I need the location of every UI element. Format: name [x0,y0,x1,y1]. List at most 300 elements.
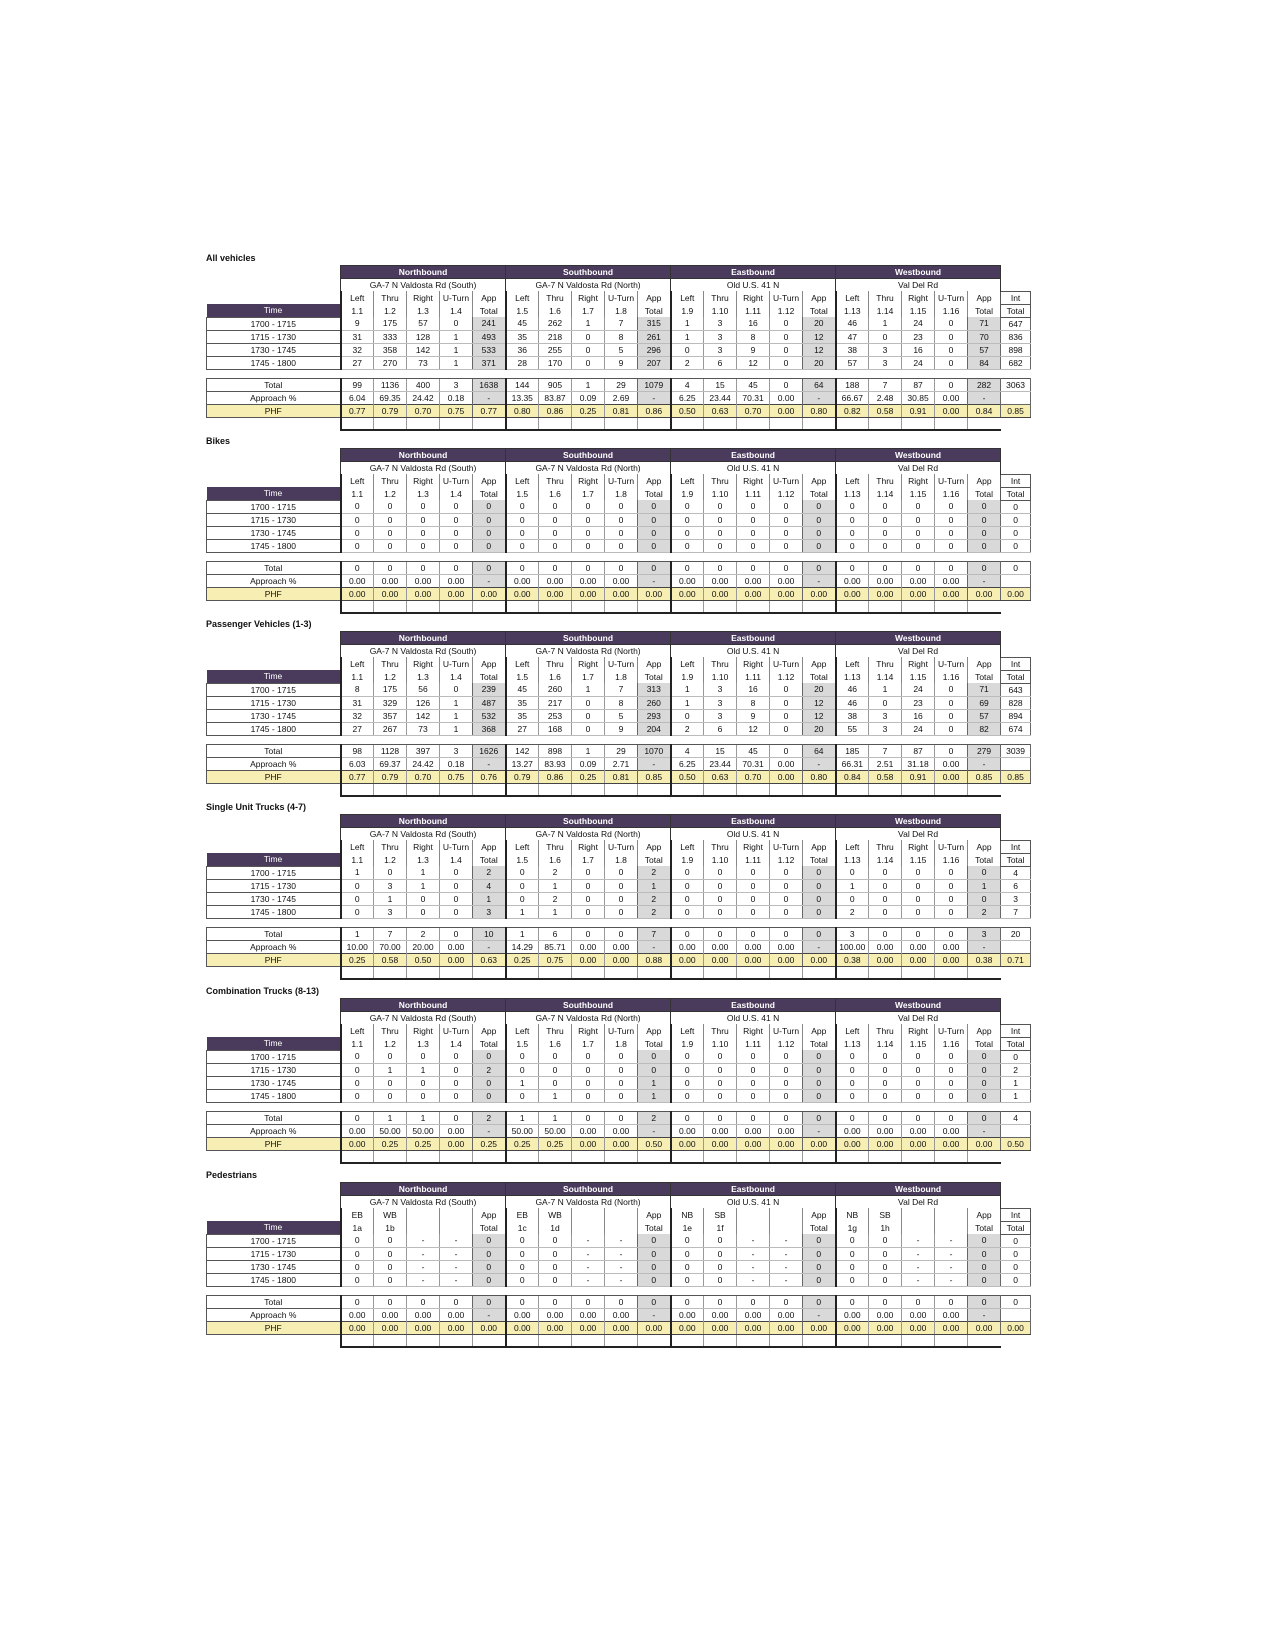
count-cell: 0 [935,696,968,709]
approach-row [207,940,1031,953]
count-cell: 99 [341,378,374,391]
blank-cell [770,1150,803,1163]
count-cell: 0 [440,927,473,940]
direction-header: Northbound [341,449,506,462]
app-total-cell: 70 [968,330,1001,343]
movement-header: Right [572,291,605,304]
blank-cell [704,1334,737,1347]
blank-cell [207,815,341,828]
blank-cell [341,966,374,979]
app-total-cell: 371 [473,356,506,369]
count-cell: 0 [836,1089,869,1102]
count-cell: 0 [770,905,803,918]
blank-cell [572,966,605,979]
app-total-cell: 0 [968,1050,1001,1063]
count-cell: 23.44 [704,391,737,404]
count-cell: 27 [341,356,374,369]
movement-header: Total [473,487,506,500]
app-total-cell: - [473,757,506,770]
count-cell: 0 [935,526,968,539]
app-total-cell: 0 [473,500,506,513]
int-total-cell: 7 [1001,905,1031,918]
blank-cell [671,1150,704,1163]
count-cell: 10.00 [341,940,374,953]
count-cell: 0.00 [704,1321,737,1334]
count-cell: 0.70 [407,404,440,417]
int-total-cell: 828 [1001,696,1031,709]
road-name: Val Del Rd [836,462,1001,475]
count-cell: - [440,1247,473,1260]
app-total-cell: 1 [638,879,671,892]
count-cell: 0 [869,1050,902,1063]
movement-header: Left [671,474,704,487]
total-row [207,1111,1031,1124]
count-cell: - [770,1234,803,1247]
count-cell: 0 [671,1295,704,1308]
count-cell: - [407,1260,440,1273]
count-cell: 4 [671,378,704,391]
count-cell: 0.00 [836,574,869,587]
count-cell: 0 [506,1063,539,1076]
blank-cell [207,783,341,796]
direction-row [207,632,1031,645]
spacer-row [207,735,1031,744]
app-total-cell: 0 [803,539,836,552]
movement-header: 1.16 [935,670,968,683]
movement-header: Right [572,1024,605,1037]
count-cell: 0 [440,500,473,513]
count-cell: 1 [572,744,605,757]
count-cell: 0.00 [836,1321,869,1334]
count-cell: 83.87 [539,391,572,404]
blank-cell [869,417,902,430]
app-total-cell: 0.38 [968,953,1001,966]
count-cell: 1 [407,1063,440,1076]
movement-header-row [207,657,1031,670]
blank-cell [506,600,539,613]
count-cell: 0.80 [506,404,539,417]
count-cell: - [737,1273,770,1286]
blank-cell [207,266,341,279]
blank-cell [836,1150,869,1163]
count-cell: 0 [440,892,473,905]
count-cell: 0 [440,879,473,892]
count-cell: 0 [407,513,440,526]
app-total-cell: 239 [473,683,506,696]
count-cell: 0 [770,539,803,552]
count-cell: 1 [407,879,440,892]
movement-header: App [803,840,836,853]
count-cell: 7 [869,378,902,391]
app-total-cell: 1 [968,879,1001,892]
count-cell: 218 [539,330,572,343]
count-cell: 0.00 [737,1321,770,1334]
app-total-cell: 1 [638,1076,671,1089]
count-cell: 329 [374,696,407,709]
app-total-cell: 2 [638,905,671,918]
count-cell: 0 [341,1295,374,1308]
section-title: Combination Trucks (8-13) [206,986,320,996]
app-total-cell: 0 [968,561,1001,574]
count-cell: 0 [341,1089,374,1102]
blank-cell [407,600,440,613]
count-cell: 0 [671,526,704,539]
count-cell: 7 [374,927,407,940]
count-cell: 73 [407,356,440,369]
blank-cell [902,417,935,430]
count-cell: 0.00 [671,940,704,953]
road-name: Old U.S. 41 N [671,1196,836,1209]
count-cell: 0 [374,1247,407,1260]
count-cell: 16 [737,683,770,696]
app-total-cell: 57 [968,343,1001,356]
count-cell: 0.00 [671,953,704,966]
movement-header: Thru [374,474,407,487]
footer-row [207,966,1031,979]
time-row [207,526,1031,539]
count-cell: 0.84 [836,770,869,783]
count-cell: 0.79 [374,770,407,783]
count-cell: 267 [374,722,407,735]
count-cell: 0 [902,539,935,552]
app-total-cell: 260 [638,696,671,709]
count-cell: 31.18 [902,757,935,770]
count-cell: 0 [605,892,638,905]
blank-cell [473,417,506,430]
movement-header: U-Turn [935,291,968,304]
app-total-cell: 0 [638,1063,671,1076]
data-section [0,1170,1275,1345]
count-cell: 0 [935,500,968,513]
blank-cell [605,600,638,613]
app-total-cell: 0 [473,1273,506,1286]
blank-cell [902,783,935,796]
count-cell: 168 [539,722,572,735]
count-cell: 24 [902,356,935,369]
blank-cell [341,783,374,796]
count-cell: 0.00 [935,953,968,966]
movement-header: 1h [869,1221,902,1234]
count-cell: 0.00 [902,1124,935,1137]
count-cell: 69.37 [374,757,407,770]
blank-cell [836,600,869,613]
movement-header: 1.4 [440,1037,473,1050]
movement-header: 1.8 [605,853,638,866]
movement-header: 1.7 [572,853,605,866]
count-cell: 9 [605,722,638,735]
count-cell: 0 [935,1295,968,1308]
time-row [207,317,1031,330]
movement-header: 1.6 [539,487,572,500]
count-cell: 0 [869,1247,902,1260]
movement-header [902,1208,935,1221]
count-cell: 0 [935,330,968,343]
count-cell: 50.00 [539,1124,572,1137]
count-cell: 0 [605,561,638,574]
count-cell: 1136 [374,378,407,391]
blank-cell [207,462,341,475]
count-cell: 0.00 [605,1124,638,1137]
count-cell: 7 [605,683,638,696]
movement-header [440,1221,473,1234]
count-cell: 24.42 [407,757,440,770]
movement-header: 1d [539,1221,572,1234]
movement-header: 1e [671,1221,704,1234]
direction-header: Northbound [341,632,506,645]
count-cell: 0.00 [440,940,473,953]
count-cell: 0.91 [902,770,935,783]
count-cell: 0.00 [440,1137,473,1150]
blank-cell [935,783,968,796]
count-cell: 0.00 [440,1321,473,1334]
app-total-cell: 532 [473,709,506,722]
time-row-label: 1730 - 1745 [207,709,341,722]
count-cell: 0 [704,866,737,879]
count-cell: 0.00 [902,587,935,600]
count-cell: 9 [737,709,770,722]
movement-header: Thru [704,291,737,304]
movement-header: Thru [539,474,572,487]
count-cell: 0 [506,1247,539,1260]
time-row [207,879,1031,892]
blank-cell [539,1150,572,1163]
count-cell: 0.00 [341,587,374,600]
count-cell: 100.00 [836,940,869,953]
count-cell: 0 [770,696,803,709]
count-cell: 0 [869,905,902,918]
blank-cell [605,1150,638,1163]
blank-cell [1001,1196,1031,1209]
count-cell: 0.00 [869,953,902,966]
blank-cell [869,1334,902,1347]
spacer-row [207,552,1031,561]
count-cell: 0 [704,539,737,552]
direction-header: Southbound [506,1183,671,1196]
phf-row-label: PHF [207,587,341,600]
movement-header: 1c [506,1221,539,1234]
movement-header: 1.9 [671,853,704,866]
count-cell: 30.85 [902,391,935,404]
movement-header: EB [341,1208,374,1221]
count-cell: 0.00 [704,574,737,587]
movement-header: 1.16 [935,853,968,866]
movement-header: 1.13 [836,853,869,866]
total-row [207,927,1031,940]
count-cell: 3 [440,744,473,757]
app-total-cell: 0 [638,513,671,526]
movement-header: 1.16 [935,1037,968,1050]
app-total-cell: - [803,1124,836,1137]
count-cell: 0 [737,879,770,892]
road-row [207,645,1031,658]
blank-cell [935,1334,968,1347]
blank-cell [1001,462,1031,475]
app-total-cell: 533 [473,343,506,356]
count-cell: 0 [737,561,770,574]
count-cell: 0 [671,1260,704,1273]
count-cell: 0 [440,1111,473,1124]
spacer-cell [207,369,1031,378]
movement-header: Right [572,474,605,487]
app-total-cell: 0.25 [473,1137,506,1150]
movement-header [902,1221,935,1234]
count-cell: 0.00 [836,1308,869,1321]
blank-cell [836,1334,869,1347]
approach-row-label: Approach % [207,757,341,770]
count-cell: 0 [704,513,737,526]
count-cell: 0.09 [572,391,605,404]
road-row [207,279,1031,292]
approach-row [207,1124,1031,1137]
count-cell: 1 [572,683,605,696]
blank-cell [1001,1183,1031,1196]
int-total-cell: 0 [1001,539,1031,552]
blank-cell [539,600,572,613]
count-cell: 0 [671,866,704,879]
count-cell: 0 [704,1111,737,1124]
count-cell: 0 [440,1089,473,1102]
count-cell: 3 [704,317,737,330]
count-cell: - [737,1234,770,1247]
road-name: Val Del Rd [836,279,1001,292]
count-cell: 0 [572,513,605,526]
app-total-cell: - [968,757,1001,770]
movement-header [770,1221,803,1234]
app-total-cell: 0 [803,1050,836,1063]
blank-cell [407,783,440,796]
count-cell: 144 [506,378,539,391]
count-cell: 142 [407,709,440,722]
count-cell: 0 [935,343,968,356]
count-cell: 0 [539,1050,572,1063]
app-total-cell: - [968,391,1001,404]
count-cell: 0 [572,879,605,892]
count-cell: 400 [407,378,440,391]
app-total-cell: 0.80 [803,770,836,783]
count-cell: 0.18 [440,757,473,770]
count-cell: 0 [440,539,473,552]
blank-cell [935,966,968,979]
app-total-cell: 0 [803,1089,836,1102]
movement-header: 1.1 [341,304,374,317]
movement-header: U-Turn [440,840,473,853]
spacer-row [207,918,1031,927]
road-name: Old U.S. 41 N [671,1012,836,1025]
int-total-cell [1001,1308,1031,1321]
count-cell: 9 [605,356,638,369]
count-cell: 0.00 [836,1137,869,1150]
count-cell: 0 [869,1295,902,1308]
count-cell: 0.00 [704,940,737,953]
count-cell: 0 [902,1111,935,1124]
time-row-label: 1745 - 1800 [207,356,341,369]
blank-cell [207,999,341,1012]
count-cell: 0.79 [374,404,407,417]
count-cell: 0.00 [605,587,638,600]
count-cell: 0 [605,1076,638,1089]
spacer-row [207,1102,1031,1111]
movement-header: 1.13 [836,487,869,500]
count-cell: 0 [737,500,770,513]
app-total-cell: 0.00 [803,953,836,966]
count-cell: 0 [770,927,803,940]
count-cell: 0.75 [539,953,572,966]
app-total-cell: 20 [803,317,836,330]
movement-header: 1.6 [539,853,572,866]
movement-header: 1.2 [374,670,407,683]
blank-cell [671,600,704,613]
count-cell: 0 [539,539,572,552]
blank-cell [1001,828,1031,841]
count-cell: 31 [341,696,374,709]
road-name: GA-7 N Valdosta Rd (North) [506,1012,671,1025]
count-cell: 262 [539,317,572,330]
count-cell: 0 [902,513,935,526]
count-cell: 898 [539,744,572,757]
count-cell: 50.00 [407,1124,440,1137]
count-cell: 0 [671,1111,704,1124]
count-cell: 0 [671,1089,704,1102]
movement-header: Thru [869,291,902,304]
count-cell: 1 [506,1111,539,1124]
movement-header [572,1208,605,1221]
app-total-cell: 2 [473,1063,506,1076]
app-total-cell: - [968,1308,1001,1321]
blank-cell [869,1150,902,1163]
count-cell: 0 [341,1111,374,1124]
blank-cell [902,1150,935,1163]
count-cell: 0 [770,1111,803,1124]
count-cell: 0 [539,1063,572,1076]
count-cell: 0 [704,927,737,940]
app-total-cell: 0 [968,500,1001,513]
int-total-cell: 894 [1001,709,1031,722]
count-cell: 0 [440,1063,473,1076]
movement-header: Left [836,657,869,670]
time-row [207,1050,1031,1063]
count-cell: 0 [341,500,374,513]
movement-header: Left [341,1024,374,1037]
blank-cell [902,600,935,613]
blank-cell [207,645,341,658]
movement-header: 1.11 [737,487,770,500]
movement-header: Total [638,670,671,683]
time-row [207,866,1031,879]
count-cell: 0.50 [407,953,440,966]
count-cell: 0 [407,1076,440,1089]
movement-header: App [473,840,506,853]
count-cell: 13.35 [506,391,539,404]
movement-header-row [207,670,1031,683]
count-cell: 0 [572,539,605,552]
blank-cell [770,417,803,430]
app-total-cell: 0 [473,513,506,526]
count-cell: 0 [506,1089,539,1102]
movement-header: Left [341,291,374,304]
spacer-cell [207,552,1031,561]
count-cell: 1 [572,317,605,330]
direction-header: Eastbound [671,449,836,462]
app-total-cell: 0 [968,1247,1001,1260]
app-total-cell: 0.76 [473,770,506,783]
count-cell: 3 [704,330,737,343]
count-cell: 0.00 [935,940,968,953]
count-cell: 0 [836,892,869,905]
count-cell: 0.00 [935,404,968,417]
movement-header: App [638,1208,671,1221]
count-cell: 0.00 [539,587,572,600]
count-cell: 0 [770,330,803,343]
